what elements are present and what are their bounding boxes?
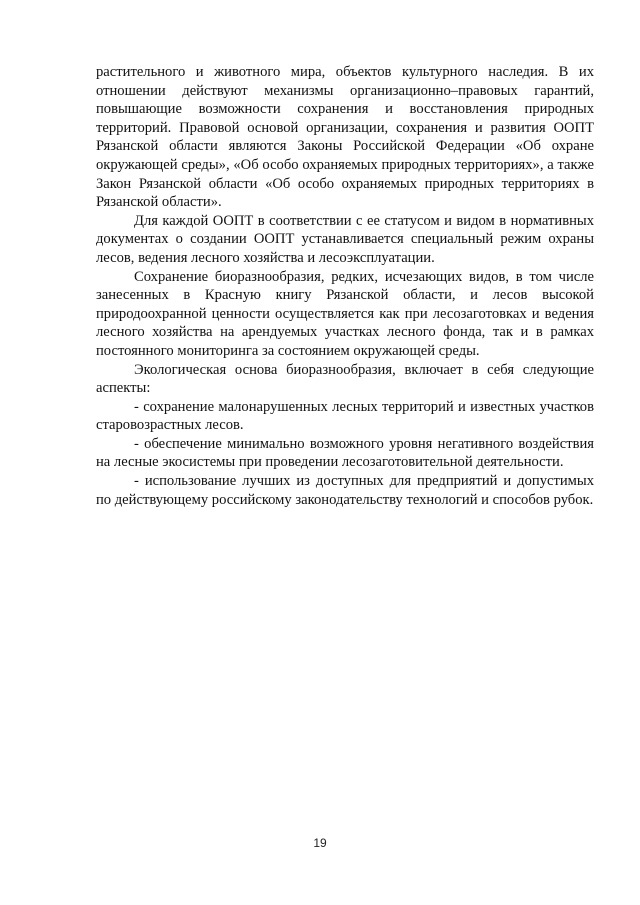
document-body [96, 63, 594, 509]
list-item-minimal-impact: - обеспечение минимально возможного уровня негативного воздействия на лесные экосистемы при проведении лесозаготовительной деятельности. [96, 435, 594, 471]
paragraph-legal-basis: растительного и животного мира, объектов культурного наследия. В их отношении действуют механизмы организационно–правовых гарантий, повышающие возможности сохранения и восстановления природных территорий. Правовой основой организации, сохранения и развития ООПТ Рязанской области являются Законы Российской Федерации «Об охране окружающей среды», «Об особо охраняемых природных территориях», а также Закон Рязанской области «Об особо охраняемых природных территориях в Рязанской области». [96, 64, 594, 211]
list-item-old-growth-forests: - сохранение малонарушенных лесных территорий и известных участков старовозрастных лесов. [96, 398, 594, 434]
list-item-best-technologies: - использование лучших из доступных для предприятий и допустимых по действующему российскому законодательству технологий и способов рубок. [96, 473, 594, 508]
paragraph-protection-regime: Для каждой ООПТ в соответствии с ее статусом и видом в нормативных документах о создании ООПТ устанавливается специальный режим охраны лесов, ведения лесного хозяйства и лесоэксплуатации. [96, 212, 594, 266]
paragraph-ecological-basis: Экологическая основа биоразнообразия, включает в себя следующие аспекты: [96, 361, 594, 397]
page-number: 19 [313, 836, 327, 850]
paragraph-biodiversity-conservation: Сохранение биоразнообразия, редких, исчезающих видов, в том числе занесенных в Красную книгу Рязанской области, и лесов высокой природоохранной ценности осуществляется как при лесозаготовках и ведения лесного хозяйства на арендуемых участках лесного фонда, так и в рамках постоянного мониторинга за состоянием окружающей среды. [96, 268, 594, 359]
